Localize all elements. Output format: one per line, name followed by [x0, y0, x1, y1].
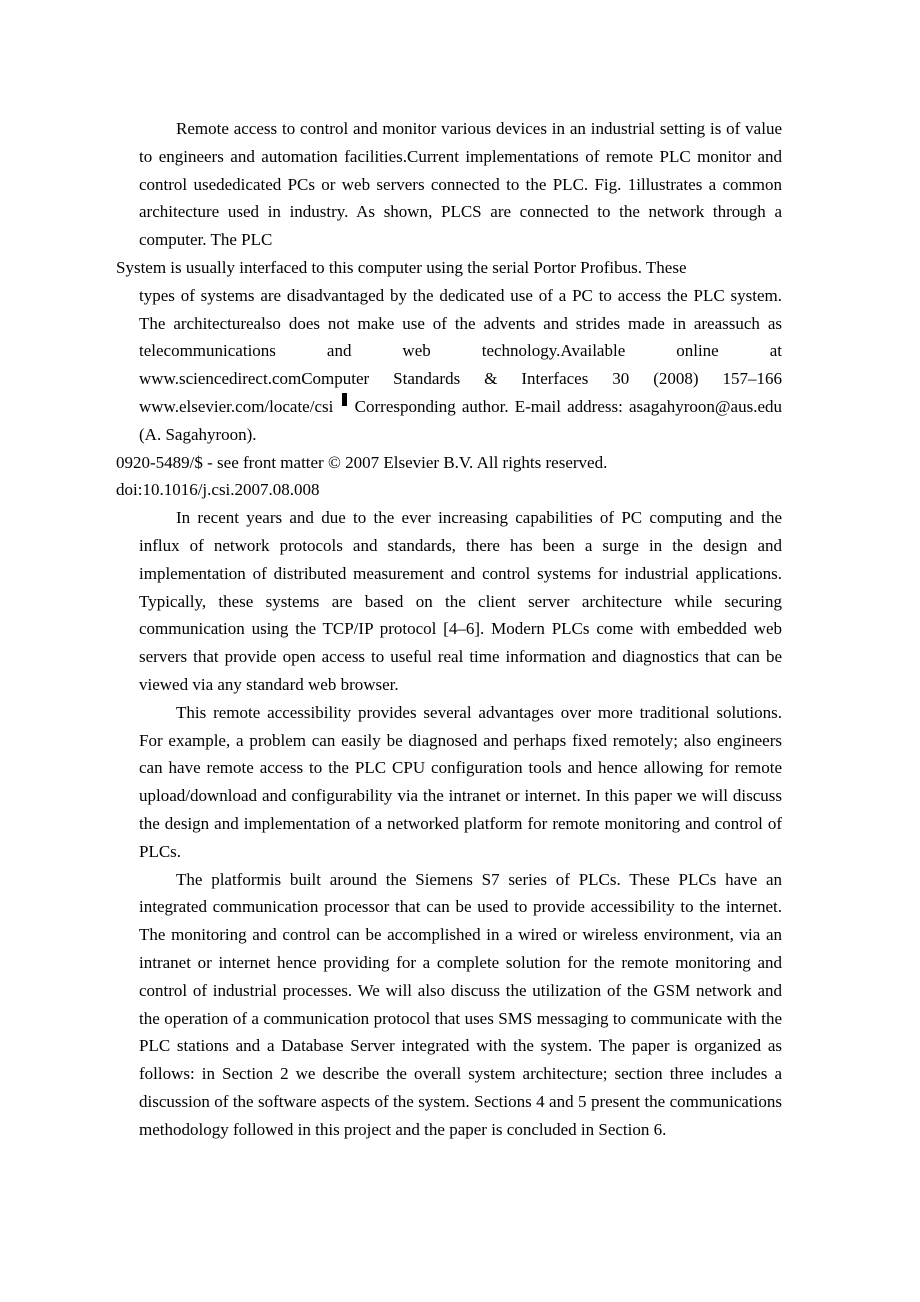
system-continued-text: types of systems are disadvantaged by the dedicated use of a PC to access the PLC system. The architecturealso does not make use of the advents and strides made in areassuch as telecommunications and web technology.Available online at www.sciencedirect.comComputer Standards & Interfaces 30 (2008) 157–166 www.elsevier.com/locate/csi: [139, 285, 782, 416]
paragraph-recent-years: In recent years and due to the ever increasing capabilities of PC computing and the influx of network protocols and standards, there has been a surge in the design and implementation of distributed measurement and control systems for industrial applications. Typically, these systems are based on the client server architecture while securing communication using the TCP/IP protocol [4–6]. Modern PLCs come with embedded web servers that provide open access to useful real time information and diagnostics that can be viewed via any standard web browser.: [139, 508, 782, 694]
doi-line: doi:10.1016/j.csi.2007.08.008: [116, 480, 320, 500]
paragraph-remote-accessibility: This remote accessibility provides several advantages over more traditional solutions. For example, a problem can easily be diagnosed and perhaps fixed remotely; also engineers can have remote access to the PLC CPU configuration tools and hence allowing for remote upload/download and configurability via the intranet or internet. In this paper we will discuss the design and implementation of a networked platform for remote monitoring and control of PLCs.: [139, 702, 782, 861]
footnote-marker-icon: [342, 393, 347, 406]
paragraph-system-continued: [139, 282, 782, 449]
paragraph-intro: Remote access to control and monitor various devices in an industrial setting is of value to engineers and automation facilities.Current implementations of remote PLC monitor and control usededicated PCs or web servers connected to the PLC. Fig. 1illustrates a common architecture used in industry. As shown, PLCS are connected to the network through a computer. The PLC: [139, 119, 782, 250]
paragraph-system-first-line: [116, 254, 782, 282]
copyright-line: 0920-5489/$ - see front matter © 2007 Elsevier B.V. All rights reserved.: [116, 452, 608, 472]
system-first-line-text: System is usually interfaced to this computer using the serial Portor Profibus. These: [116, 257, 687, 277]
paragraph-platform: The platformis built around the Siemens S7 series of PLCs. These PLCs have an integrated communication processor that can be used to provide accessibility to the internet. The monitoring and control can be accomplished in a wired or wireless environment, via an intranet or internet hence providing for a complete solution for the remote monitoring and control of industrial processes. We will also discuss the utilization of the GSM network and the operation of a communication protocol that uses SMS messaging to communicate with the PLC stations and a Database Server integrated with the system. The paper is organized as follows: in Section 2 we describe the overall system architecture; section three includes a discussion of the software aspects of the system. Sections 4 and 5 present the communications methodology followed in this project and the paper is concluded in Section 6.: [139, 869, 782, 1139]
corresponding-author-text: Corresponding author. E-mail address: asagahyroon@aus.edu (A. Sagahyroon).: [139, 396, 783, 444]
document-page: [116, 115, 783, 1143]
